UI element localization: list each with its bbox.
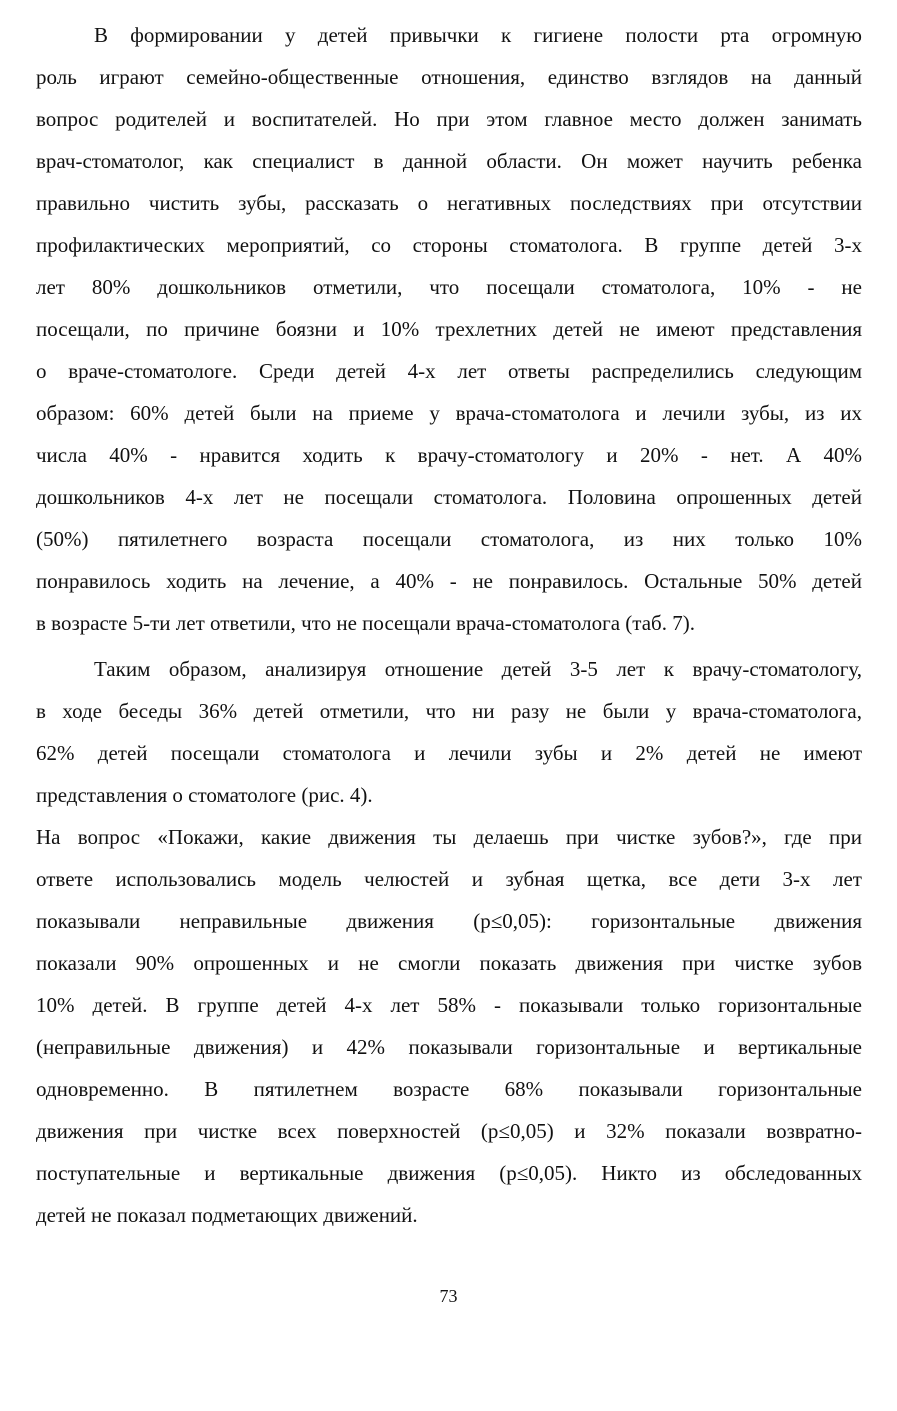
- text-line: показали 90% опрошенных и не смогли показать движения при чистке зубов: [36, 951, 862, 975]
- paragraph-1: [36, 14, 862, 644]
- text-line: Таким образом, анализируя отношение детей 3-5 лет к врачу-стоматологу,: [94, 657, 862, 681]
- text-line: дошкольников 4-х лет не посещали стоматолога. Половина опрошенных детей: [36, 485, 862, 509]
- text-line: представления о стоматологе (рис. 4).: [36, 783, 373, 807]
- paragraph-3: [36, 816, 862, 1236]
- text-line: одновременно. В пятилетнем возрасте 68% показывали горизонтальные: [36, 1077, 862, 1101]
- text-line: в возрасте 5-ти лет ответили, что не посещали врача-стоматолога (таб. 7).: [36, 611, 695, 635]
- text-line: о враче-стоматологе. Среди детей 4-х лет ответы распределились следующим: [36, 359, 862, 383]
- paragraph-2: [36, 648, 862, 816]
- text-line: движения при чистке всех поверхностей (p≤0,05) и 32% показали возвратно-: [36, 1119, 862, 1143]
- text-line: вопрос родителей и воспитателей. Но при этом главное место должен занимать: [36, 107, 862, 131]
- page-number: 73: [439, 1286, 458, 1306]
- text-line: На вопрос «Покажи, какие движения ты делаешь при чистке зубов?», где при: [36, 825, 862, 849]
- text-line: (неправильные движения) и 42% показывали горизонтальные и вертикальные: [36, 1035, 862, 1059]
- text-line: понравилось ходить на лечение, а 40% - не понравилось. Остальные 50% детей: [36, 569, 862, 593]
- text-line: числа 40% - нравится ходить к врачу-стоматологу и 20% - нет. А 40%: [36, 443, 862, 467]
- text-line: 10% детей. В группе детей 4-х лет 58% - показывали только горизонтальные: [36, 993, 862, 1017]
- body-text: [36, 14, 862, 1236]
- text-line: роль играют семейно-общественные отношения, единство взглядов на данный: [36, 65, 862, 89]
- text-line: врач-стоматолог, как специалист в данной области. Он может научить ребенка: [36, 149, 862, 173]
- text-line: поступательные и вертикальные движения (p≤0,05). Никто из обследованных: [36, 1161, 862, 1185]
- text-line: лет 80% дошкольников отметили, что посещали стоматолога, 10% - не: [36, 275, 862, 299]
- text-line: посещали, по причине боязни и 10% трехлетних детей не имеют представления: [36, 317, 862, 341]
- text-line: ответе использовались модель челюстей и зубная щетка, все дети 3-х лет: [36, 867, 862, 891]
- text-line: образом: 60% детей были на приеме у врача-стоматолога и лечили зубы, из их: [36, 401, 862, 425]
- text-line: правильно чистить зубы, рассказать о негативных последствиях при отсутствии: [36, 191, 862, 215]
- text-line: (50%) пятилетнего возраста посещали стоматолога, из них только 10%: [36, 527, 862, 551]
- text-line: профилактических мероприятий, со стороны стоматолога. В группе детей 3-х: [36, 233, 862, 257]
- text-line: в ходе беседы 36% детей отметили, что ни разу не были у врача-стоматолога,: [36, 699, 862, 723]
- text-line: детей не показал подметающих движений.: [36, 1203, 418, 1227]
- text-line: В формировании у детей привычки к гигиене полости рта огромную: [94, 23, 862, 47]
- text-line: 62% детей посещали стоматолога и лечили зубы и 2% детей не имеют: [36, 741, 862, 765]
- text-line: показывали неправильные движения (p≤0,05): горизонтальные движения: [36, 909, 862, 933]
